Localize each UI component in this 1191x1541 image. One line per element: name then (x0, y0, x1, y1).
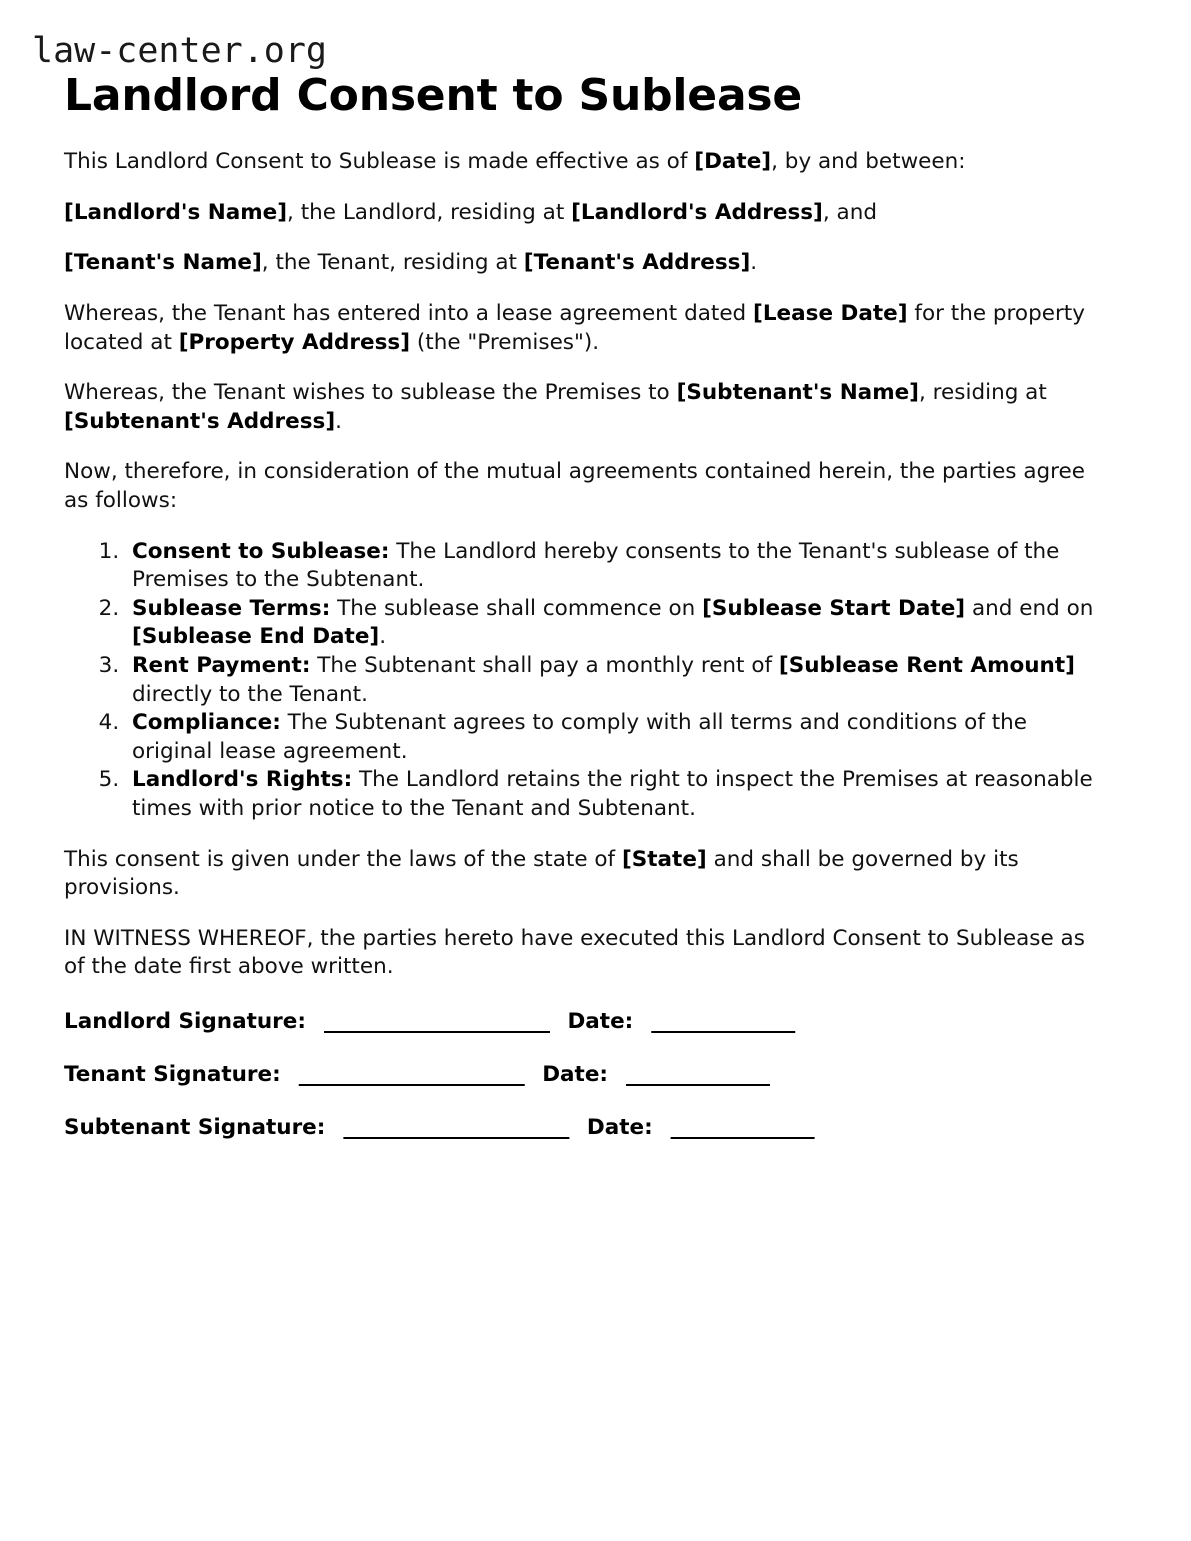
placeholder-tenant-name: [Tenant's Name] (64, 250, 262, 276)
placeholder-sublease-start-date: [Sublease Start Date] (702, 595, 966, 621)
paragraph-whereas-lease (64, 300, 1111, 357)
paragraph-witness: IN WITNESS WHEREOF, the parties hereto have executed this Landlord Consent to Sublease as of the date first above written. (64, 925, 1085, 980)
term-text-b: directly to the Tenant. (132, 681, 368, 707)
paragraph-intro (64, 148, 1111, 177)
list-item (126, 766, 1111, 823)
list-item (126, 709, 1111, 766)
placeholder-sublease-end-date: [Sublease End Date] (132, 624, 380, 650)
subtenant-signature-label: Subtenant Signature: (64, 1114, 326, 1140)
list-item (126, 538, 1111, 595)
term-text: The Subtenant agrees to comply with all terms and conditions of the original lease agreement. (132, 710, 1028, 764)
paragraph-governing-law (64, 846, 1111, 903)
signature-row-landlord (64, 1008, 1111, 1036)
placeholder-state: [State] (621, 846, 707, 872)
term-label: Compliance: (132, 710, 281, 736)
signature-block (64, 1008, 1111, 1142)
term-label: Sublease Terms: (132, 595, 331, 621)
landlord-signature-line[interactable]: ______________________ (323, 1008, 550, 1034)
term-label: Rent Payment: (132, 652, 311, 678)
whereas-sublease-mid: , residing at (919, 380, 1047, 406)
whereas-lease-mid: for the property located at (64, 301, 1085, 355)
governing-law-pre: This consent is given under the laws of the state of (64, 846, 622, 872)
term-label: Consent to Sublease: (132, 538, 390, 564)
intro-post: , by and between: (771, 149, 966, 175)
intro-pre: This Landlord Consent to Sublease is made effective as of (64, 149, 695, 175)
term-text-a: The Subtenant shall pay a monthly rent of (310, 652, 779, 678)
paragraph-whereas-sublease (64, 379, 1111, 436)
term-text: The Landlord retains the right to inspect the Premises at reasonable times with prior notice to the Tenant and Subtenant. (132, 767, 1093, 821)
whereas-lease-pre: Whereas, the Tenant has entered into a lease agreement dated (64, 301, 754, 327)
list-item (126, 595, 1111, 652)
tenant-date-line[interactable]: ______________ (626, 1061, 770, 1087)
site-brand: law-center.org (32, 31, 328, 71)
paragraph-landlord (64, 199, 1111, 228)
term-text-a: The sublease shall commence on (330, 595, 703, 621)
signature-row-subtenant (64, 1114, 1111, 1142)
whereas-sublease-post: . (335, 408, 342, 434)
document-body (64, 148, 1111, 1141)
term-label: Landlord's Rights: (132, 767, 353, 793)
landlord-post: , and (822, 199, 877, 225)
list-item (126, 652, 1111, 709)
landlord-date-line[interactable]: ______________ (651, 1008, 795, 1034)
signature-row-tenant (64, 1061, 1111, 1089)
placeholder-property-address: [Property Address] (178, 329, 411, 355)
placeholder-subtenant-address: [Subtenant's Address] (64, 408, 336, 434)
term-text-b: and end on (965, 595, 1094, 621)
tenant-post: . (750, 250, 758, 276)
term-text: The Landlord hereby consents to the Tenant's sublease of the Premises to the Subtenant. (132, 538, 1060, 593)
placeholder-landlord-address: [Landlord's Address] (571, 199, 823, 225)
landlord-signature-label: Landlord Signature: (64, 1008, 306, 1034)
placeholder-sublease-rent-amount: [Sublease Rent Amount] (778, 652, 1075, 678)
placeholder-tenant-address: [Tenant's Address] (523, 250, 751, 276)
tenant-signature-line[interactable]: ______________________ (298, 1061, 525, 1087)
whereas-sublease-pre: Whereas, the Tenant wishes to sublease the Premises to (64, 380, 677, 406)
tenant-mid: , the Tenant, residing at (261, 250, 524, 276)
date-label: Date: (542, 1061, 609, 1087)
term-text-c: . (379, 624, 387, 650)
tenant-signature-label: Tenant Signature: (64, 1061, 281, 1087)
date-label: Date: (567, 1008, 634, 1034)
placeholder-subtenant-name: [Subtenant's Name] (676, 380, 920, 406)
landlord-mid: , the Landlord, residing at (287, 199, 572, 225)
whereas-lease-post: (the "Premises"). (410, 329, 600, 355)
page-title: Landlord Consent to Sublease (64, 70, 803, 121)
placeholder-lease-date: [Lease Date] (753, 301, 908, 327)
placeholder-landlord-name: [Landlord's Name] (64, 199, 288, 225)
subtenant-signature-line[interactable]: ______________________ (343, 1114, 569, 1140)
date-label: Date: (586, 1114, 653, 1140)
paragraph-tenant (64, 249, 1111, 278)
subtenant-date-line[interactable]: ______________ (670, 1114, 815, 1140)
terms-list (64, 538, 1111, 824)
placeholder-date: [Date] (694, 149, 772, 175)
governing-law-post: and shall be governed by its provisions. (64, 846, 1019, 901)
paragraph-now-therefore: Now, therefore, in consideration of the mutual agreements contained herein, the parties agree as follows: (64, 459, 1085, 514)
